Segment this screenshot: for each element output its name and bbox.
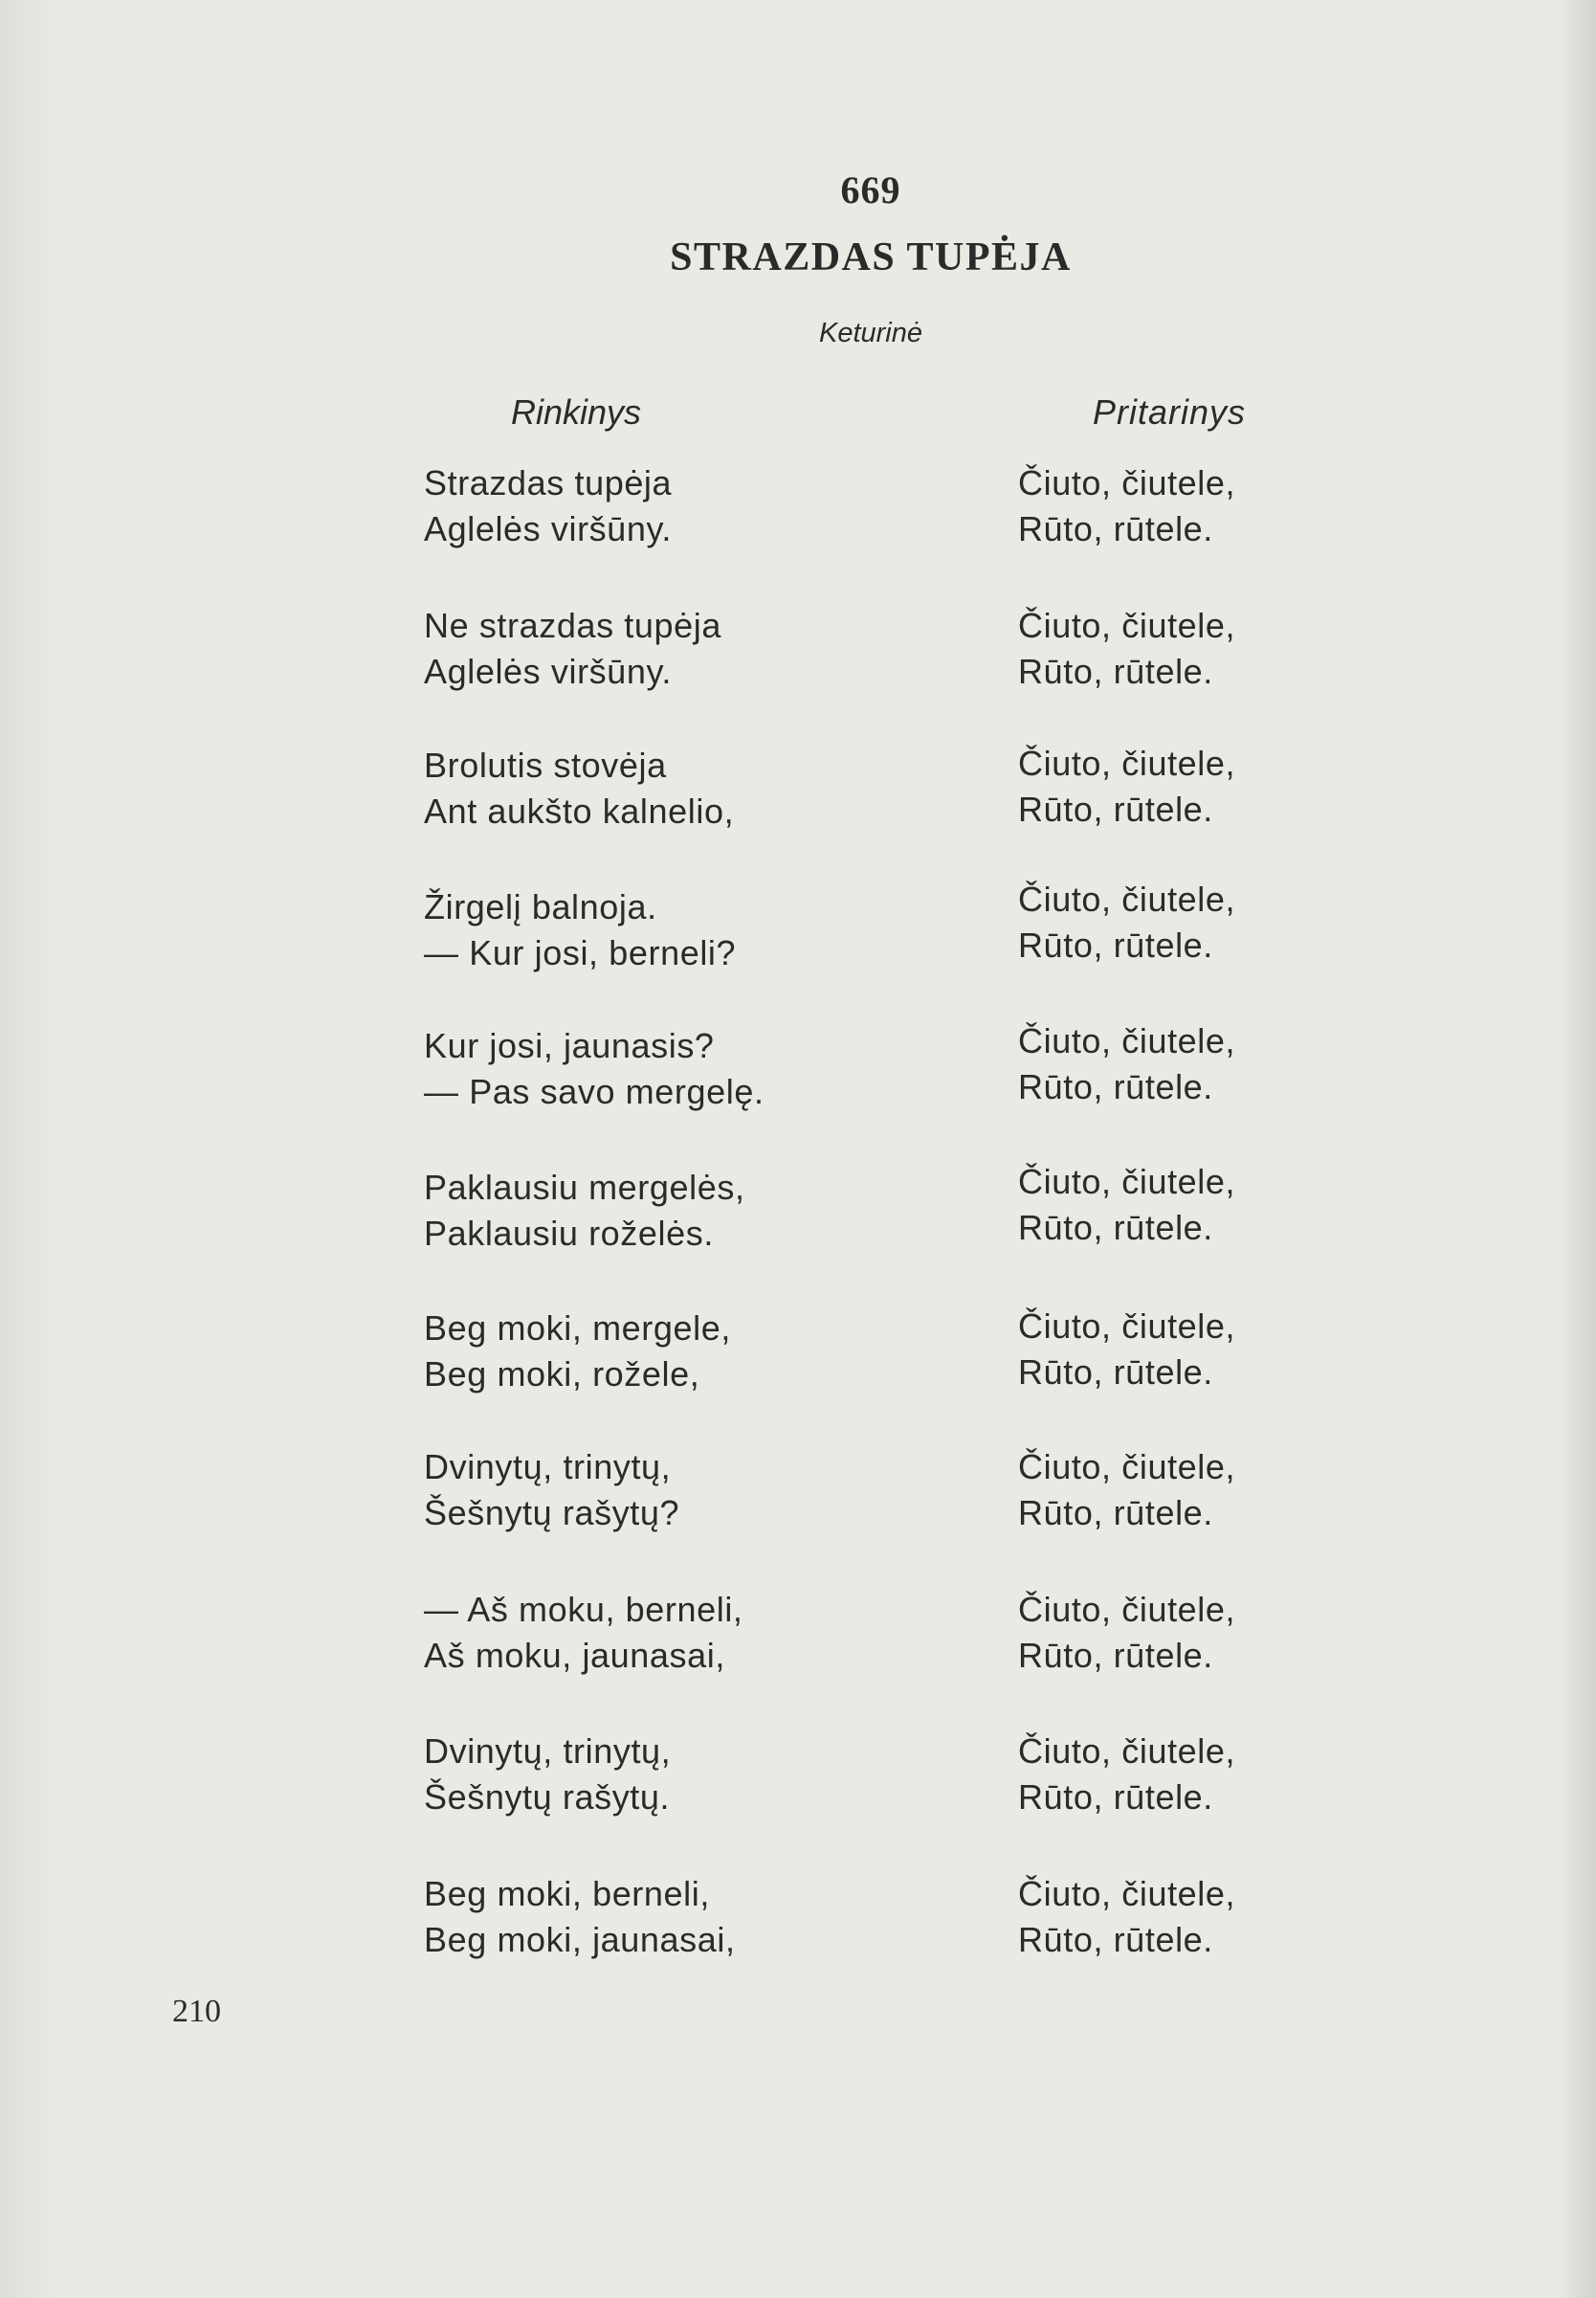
verse-line: Kur josi, jaunasis? (424, 1026, 715, 1065)
stanza-refrain (1018, 1587, 1235, 1679)
stanza-verse (424, 460, 672, 552)
refrain-line: Rūto, rūtele. (1018, 1777, 1213, 1817)
folio-number: 210 (172, 1994, 221, 2029)
refrain-line: Čiuto, čiutele, (1018, 1162, 1236, 1201)
verse-line: — Pas savo mergelę. (424, 1072, 765, 1111)
refrain-line: Rūto, rūtele. (1018, 1920, 1213, 1959)
stanza-verse (424, 884, 736, 976)
refrain-line: Rūto, rūtele. (1018, 1493, 1213, 1532)
refrain-line: Čiuto, čiutele, (1018, 606, 1236, 645)
refrain-line: Rūto, rūtele. (1018, 652, 1213, 691)
song-title: STRAZDAS TUPĖJA (670, 235, 1072, 279)
refrain-line: Čiuto, čiutele, (1018, 1731, 1236, 1771)
verse-line: Brolutis stovėja (424, 746, 667, 785)
refrain-line: Rūto, rūtele. (1018, 1352, 1213, 1392)
song-number: 669 (840, 168, 901, 212)
refrain-line: Čiuto, čiutele, (1018, 1306, 1236, 1346)
column-header-verse: Rinkinys (511, 392, 642, 432)
stanza-verse (424, 1729, 671, 1820)
refrain-line: Rūto, rūtele. (1018, 1067, 1213, 1106)
stanza-verse (424, 1444, 679, 1536)
verse-line: Šešnytų rašytų. (424, 1777, 671, 1817)
refrain-line: Rūto, rūtele. (1018, 1208, 1213, 1247)
verse-line: — Aš moku, berneli, (424, 1590, 743, 1629)
refrain-line: Čiuto, čiutele, (1018, 880, 1236, 919)
verse-line: Beg moki, berneli, (424, 1874, 710, 1913)
verse-line: Strazdas tupėja (424, 463, 673, 502)
stanza-verse (424, 1871, 736, 1963)
stanza-refrain (1018, 1444, 1235, 1536)
refrain-line: Čiuto, čiutele, (1018, 1590, 1236, 1629)
refrain-line: Rūto, rūtele. (1018, 926, 1213, 965)
verse-line: Žirgelį balnoja. (424, 887, 657, 926)
verse-line: Beg moki, jaunasai, (424, 1920, 736, 1959)
stanza-refrain (1018, 1871, 1235, 1963)
stanza-refrain (1018, 1159, 1235, 1251)
refrain-line: Čiuto, čiutele, (1018, 463, 1236, 502)
verse-line: Aglelės viršūny. (424, 652, 673, 691)
stanza-refrain (1018, 460, 1235, 552)
stanza-verse (424, 603, 721, 695)
verse-line: Ant aukšto kalnelio, (424, 792, 735, 831)
refrain-line: Čiuto, čiutele, (1018, 1021, 1236, 1060)
refrain-line: Čiuto, čiutele, (1018, 1874, 1236, 1913)
song-subtitle: Keturinė (818, 318, 922, 348)
stanza-refrain (1018, 1018, 1235, 1110)
column-header-refrain: Pritarinys (1093, 392, 1247, 432)
verse-line: Ne strazdas tupėja (424, 606, 721, 645)
verse-line: Dvinytų, trinytų, (424, 1731, 672, 1771)
stanza-refrain (1018, 603, 1235, 695)
refrain-line: Čiuto, čiutele, (1018, 744, 1236, 783)
stanza-refrain (1018, 877, 1235, 969)
verse-line: Paklausiu roželės. (424, 1214, 714, 1253)
stanza-verse (424, 1587, 743, 1679)
stanza-verse (424, 1305, 731, 1397)
refrain-line: Rūto, rūtele. (1018, 1636, 1213, 1675)
verse-line: Beg moki, mergele, (424, 1308, 731, 1348)
stanza-refrain (1018, 1729, 1235, 1820)
verse-line: Beg moki, rožele, (424, 1354, 700, 1394)
verse-line: Dvinytų, trinytų, (424, 1447, 672, 1486)
verse-line: Aš moku, jaunasai, (424, 1636, 725, 1675)
verse-line: Aglelės viršūny. (424, 509, 673, 548)
stanza-refrain (1018, 1304, 1235, 1395)
refrain-line: Rūto, rūtele. (1018, 790, 1213, 829)
stanza-verse (424, 743, 734, 835)
refrain-line: Čiuto, čiutele, (1018, 1447, 1236, 1486)
stanza-refrain (1018, 741, 1235, 833)
stanza-verse (424, 1023, 765, 1115)
verse-line: — Kur josi, berneli? (424, 933, 737, 972)
stanza-verse (424, 1165, 745, 1257)
verse-line: Šešnytų rašytų? (424, 1493, 680, 1532)
verse-line: Paklausiu mergelės, (424, 1168, 745, 1207)
refrain-line: Rūto, rūtele. (1018, 509, 1213, 548)
